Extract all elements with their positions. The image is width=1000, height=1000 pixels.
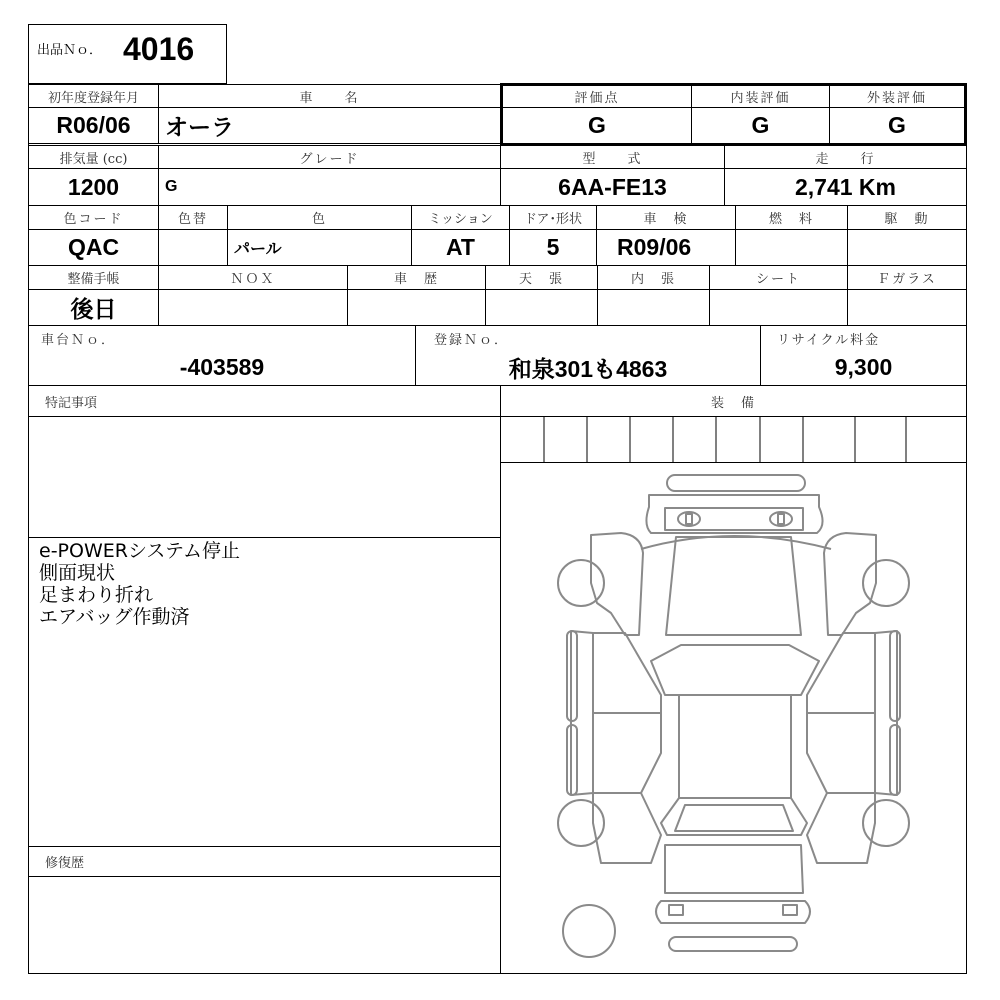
equipment-label: 装 備 xyxy=(500,385,967,417)
chassis-value: -403589 xyxy=(28,349,416,386)
grade-value: G xyxy=(158,168,501,206)
equipment-grid xyxy=(500,416,967,463)
inspection-value: R09/06 xyxy=(596,229,736,266)
remark-line: e-POWERシステム停止 xyxy=(39,540,241,562)
lot-number-label: 出品Ｎｏ． xyxy=(37,43,103,58)
nox-value xyxy=(158,289,348,326)
mileage-label: 走 行 xyxy=(724,145,967,169)
recycle-value: 9,300 xyxy=(760,349,967,386)
equipment-cells xyxy=(501,417,966,462)
interior-score-value: G xyxy=(691,107,830,144)
score-value: G xyxy=(502,107,692,144)
interior-score-label: 内装評価 xyxy=(691,85,830,108)
doors-label: ドア･形状 xyxy=(509,205,597,230)
transmission-label: ミッション xyxy=(411,205,510,230)
exterior-score-value: G xyxy=(829,107,965,144)
model-value: 6AA-FE13 xyxy=(500,168,725,206)
remarks-label: 特記事項 xyxy=(28,385,501,417)
score-label: 評価点 xyxy=(502,85,692,108)
drive-label: 駆 動 xyxy=(847,205,967,230)
drive-value xyxy=(847,229,967,266)
remark-line: 足まわり折れ xyxy=(39,584,154,606)
recycle-label: リサイクル料金 xyxy=(760,325,967,350)
registration-label: 登録Ｎｏ． xyxy=(415,325,761,350)
reg-year-label: 初年度登録年月 xyxy=(28,84,159,108)
car-name-value: オーラ xyxy=(158,107,501,144)
interior-trim-value xyxy=(597,289,710,326)
car-name-label: 車 名 xyxy=(158,84,501,108)
fuel-value xyxy=(735,229,848,266)
car-damage-diagram xyxy=(501,463,966,973)
remarks-area-top xyxy=(28,416,501,538)
maintenance-value: 後日 xyxy=(28,289,159,326)
fuel-label: 燃 料 xyxy=(735,205,848,230)
lot-number-box xyxy=(28,24,227,84)
history-label: 車 歴 xyxy=(347,265,486,290)
registration-value: 和泉301も4863 xyxy=(415,349,761,386)
roof-label: 天 張 xyxy=(485,265,598,290)
remark-line: エアバッグ作動済 xyxy=(39,606,190,628)
displacement-value: 1200 xyxy=(28,168,159,206)
interior-trim-label: 内 張 xyxy=(597,265,710,290)
grade-label: グレード xyxy=(158,145,501,169)
model-label: 型 式 xyxy=(500,145,725,169)
seat-value xyxy=(709,289,848,326)
color-label: 色 xyxy=(227,205,412,230)
seat-label: シート xyxy=(709,265,848,290)
reg-year-value: R06/06 xyxy=(28,107,159,144)
maintenance-label: 整備手帳 xyxy=(28,265,159,290)
doors-value: 5 xyxy=(509,229,597,266)
transmission-value: AT xyxy=(411,229,510,266)
color-code-label: 色コード xyxy=(28,205,159,230)
lot-number-value: 4016 xyxy=(123,31,195,67)
repair-history-area xyxy=(28,876,501,974)
nox-label: ＮＯＸ xyxy=(158,265,348,290)
color-code-value: QAC xyxy=(28,229,159,266)
color-change-label: 色替 xyxy=(158,205,228,230)
inspection-label: 車 検 xyxy=(596,205,736,230)
exterior-score-label: 外装評価 xyxy=(829,85,965,108)
history-value xyxy=(347,289,486,326)
front-glass-label: Ｆガラス xyxy=(847,265,967,290)
car-diagram-area xyxy=(500,462,967,974)
color-change-value xyxy=(158,229,228,266)
roof-value xyxy=(485,289,598,326)
color-value: パール xyxy=(227,229,412,266)
remark-line: 側面現状 xyxy=(39,562,116,584)
repair-history-label: 修復歴 xyxy=(28,846,501,877)
displacement-label: 排気量 (cc) xyxy=(28,145,159,169)
chassis-label: 車台Ｎｏ． xyxy=(28,325,416,350)
front-glass-value xyxy=(847,289,967,326)
remarks-area xyxy=(28,537,501,847)
mileage-value: 2,741 Km xyxy=(724,168,967,206)
